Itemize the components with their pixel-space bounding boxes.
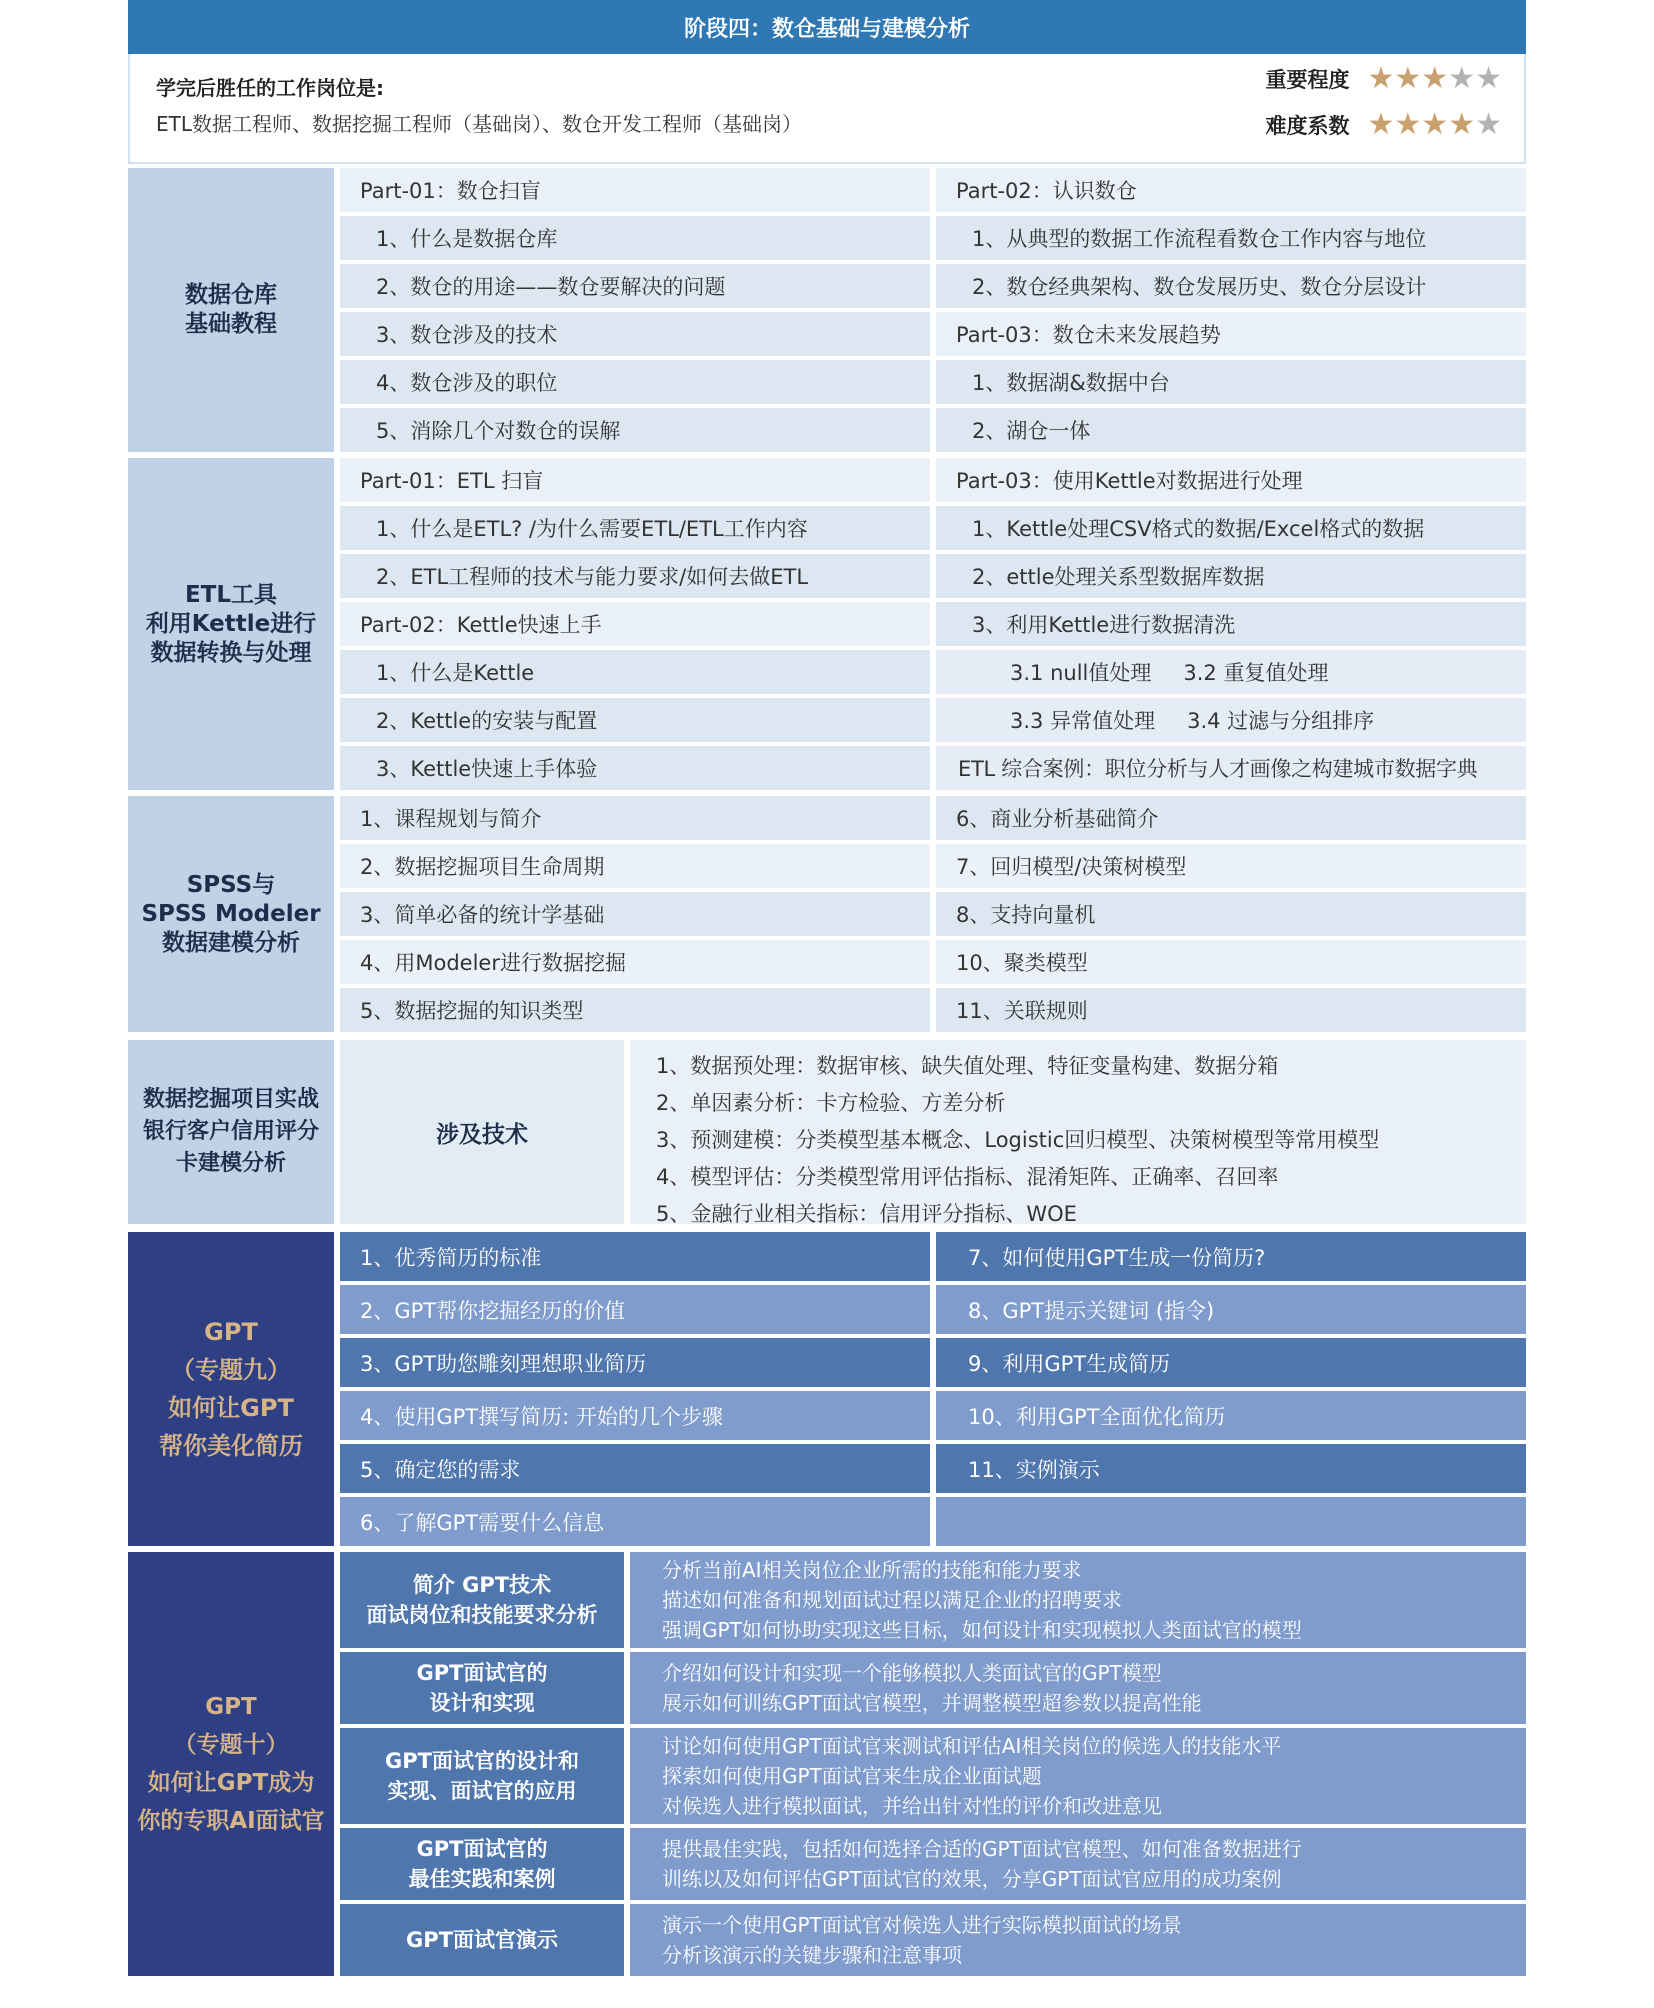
list-item: 1、Kettle处理CSV格式的数据/Excel格式的数据 <box>936 506 1526 550</box>
difficulty-rating <box>1265 107 1502 142</box>
importance-rating <box>1265 61 1502 96</box>
table-row <box>340 1728 1526 1824</box>
list-item: 2、GPT帮你挖掘经历的价值 <box>340 1285 930 1334</box>
sub-item: 3.3 异常值处理 <box>1010 709 1156 733</box>
list-item: 4、模型评估：分类模型常用评估指标、混淆矩阵、正确率、召回率 <box>656 1165 1279 1189</box>
star-icon: ★ <box>1475 107 1502 142</box>
star-icon: ★ <box>1475 61 1502 96</box>
list-item: 10、聚类模型 <box>936 940 1526 984</box>
empty-cell <box>936 1497 1526 1546</box>
list-item: 3、Kettle快速上手体验 <box>340 746 930 790</box>
list-item: 7、回归模型/决策树模型 <box>936 844 1526 888</box>
job-label: 学完后胜任的工作岗位是: <box>156 76 384 100</box>
list-item: 1、什么是ETL? /为什么需要ETL/ETL工作内容 <box>340 506 930 550</box>
list-item: 2、ETL工程师的技术与能力要求/如何去做ETL <box>340 554 930 598</box>
row-content: 讨论如何使用GPT面试官来测试和评估AI相关岗位的候选人的技能水平 探索如何使用GPT面试官来生成企业面试题 对候选人进行模拟面试，并给出针对性的评价和改进意见 <box>630 1728 1526 1824</box>
star-icon: ★ <box>1448 61 1476 96</box>
section-title-gpt10: GPT （专题十） 如何让GPT成为 你的专职AI面试官 <box>128 1552 334 1976</box>
row-heading: 简介 GPT技术 面试岗位和技能要求分析 <box>340 1552 624 1648</box>
row-content: 提供最佳实践，包括如何选择合适的GPT面试官模型、如何准备数据进行 训练以及如何评估GPT面试官的效果，分享GPT面试官应用的成功案例 <box>630 1828 1526 1900</box>
list-item: 1、从典型的数据工作流程看数仓工作内容与地位 <box>936 216 1526 260</box>
list-item: 1、优秀简历的标准 <box>340 1232 930 1281</box>
section-title-gpt9: GPT （专题九） 如何让GPT 帮你美化简历 <box>128 1232 334 1546</box>
table-row <box>340 1652 1526 1724</box>
list-item: 8、支持向量机 <box>936 892 1526 936</box>
list-item: 1、数据湖&数据中台 <box>936 360 1526 404</box>
section-data-mining <box>128 1040 1526 1224</box>
list-item: 3、预测建模：分类模型基本概念、Logistic回归模型、决策树模型等常用模型 <box>656 1128 1380 1152</box>
list-item: 2、数仓经典架构、数仓发展历史、数仓分层设计 <box>936 264 1526 308</box>
list-item: 11、实例演示 <box>936 1444 1526 1493</box>
dw-part1: Part-01：数仓扫盲 <box>340 168 930 212</box>
stage-header <box>128 54 1526 164</box>
difficulty-stars <box>1367 107 1502 142</box>
etl-part2: Part-02：Kettle快速上手 <box>340 602 930 646</box>
row-content: 演示一个使用GPT面试官对候选人进行实际模拟面试的场景 分析该演示的关键步骤和注意事项 <box>630 1904 1526 1976</box>
list-item: 5、消除几个对数仓的误解 <box>340 408 930 452</box>
list-item: 6、商业分析基础简介 <box>936 796 1526 840</box>
list-item: 8、GPT提示关键词 (指令) <box>936 1285 1526 1334</box>
etl-case: ETL 综合案例：职位分析与人才画像之构建城市数据字典 <box>936 746 1526 790</box>
row-heading: GPT面试官的设计和 实现、面试官的应用 <box>340 1728 624 1824</box>
curriculum-page <box>128 0 1526 1976</box>
list-item: 2、数据挖掘项目生命周期 <box>340 844 930 888</box>
list-item: 11、关联规则 <box>936 988 1526 1032</box>
list-item: 1、什么是数据仓库 <box>340 216 930 260</box>
section-spss <box>128 796 1526 1032</box>
list-item: 1、数据预处理：数据审核、缺失值处理、特征变量构建、数据分箱 <box>656 1054 1279 1078</box>
etl-subitems-row <box>936 698 1526 742</box>
star-icon: ★ <box>1394 107 1422 142</box>
list-item: 3、利用Kettle进行数据清洗 <box>936 602 1526 646</box>
list-item: 6、了解GPT需要什么信息 <box>340 1497 930 1546</box>
list-item: 5、确定您的需求 <box>340 1444 930 1493</box>
list-item: 2、湖仓一体 <box>936 408 1526 452</box>
section-gpt-topic-10 <box>128 1552 1526 1976</box>
section-title-spss: SPSS与 SPSS Modeler 数据建模分析 <box>128 796 334 1032</box>
dw-part3: Part-03：数仓未来发展趋势 <box>936 312 1526 356</box>
list-item: 10、利用GPT全面优化简历 <box>936 1391 1526 1440</box>
etl-subitems-row <box>936 650 1526 694</box>
star-icon: ★ <box>1421 107 1449 142</box>
list-item: 3、数仓涉及的技术 <box>340 312 930 356</box>
list-item: 2、ettle处理关系型数据库数据 <box>936 554 1526 598</box>
mining-tech-label: 涉及技术 <box>340 1040 624 1224</box>
star-icon: ★ <box>1421 61 1449 96</box>
mining-tech-list <box>630 1040 1526 1224</box>
sub-item: 3.2 重复值处理 <box>1183 661 1329 685</box>
dw-part2: Part-02：认识数仓 <box>936 168 1526 212</box>
row-heading: GPT面试官演示 <box>340 1904 624 1976</box>
list-item: 2、Kettle的安装与配置 <box>340 698 930 742</box>
row-heading: GPT面试官的 最佳实践和案例 <box>340 1828 624 1900</box>
stage-title: 阶段四：数仓基础与建模分析 <box>128 0 1526 54</box>
list-item: 1、课程规划与简介 <box>340 796 930 840</box>
job-value: ETL数据工程师、数据挖掘工程师（基础岗）、数仓开发工程师（基础岗） <box>156 112 802 136</box>
table-row <box>340 1552 1526 1648</box>
star-icon: ★ <box>1367 107 1395 142</box>
difficulty-label: 难度系数 <box>1265 114 1350 138</box>
row-heading: GPT面试官的 设计和实现 <box>340 1652 624 1724</box>
etl-part1: Part-01：ETL 扫盲 <box>340 458 930 502</box>
importance-label: 重要程度 <box>1265 68 1350 92</box>
etl-part3: Part-03：使用Kettle对数据进行处理 <box>936 458 1526 502</box>
section-title-etl: ETL工具 利用Kettle进行 数据转换与处理 <box>128 458 334 790</box>
list-item: 4、数仓涉及的职位 <box>340 360 930 404</box>
importance-stars <box>1367 61 1502 96</box>
section-title-mining: 数据挖掘项目实战 银行客户信用评分 卡建模分析 <box>128 1040 334 1224</box>
table-row <box>340 1828 1526 1900</box>
sub-item: 3.1 null值处理 <box>1010 661 1152 685</box>
list-item: 2、数仓的用途——数仓要解决的问题 <box>340 264 930 308</box>
list-item: 4、用Modeler进行数据挖掘 <box>340 940 930 984</box>
section-gpt-topic-9 <box>128 1232 1526 1546</box>
list-item: 4、使用GPT撰写简历: 开始的几个步骤 <box>340 1391 930 1440</box>
star-icon: ★ <box>1448 107 1476 142</box>
table-row <box>340 1904 1526 1976</box>
list-item: 2、单因素分析：卡方检验、方差分析 <box>656 1091 1006 1115</box>
row-content: 分析当前AI相关岗位企业所需的技能和能力要求 描述如何准备和规划面试过程以满足企业的招聘要求 强调GPT如何协助实现这些目标，如何设计和实现模拟人类面试官的模型 <box>630 1552 1526 1648</box>
list-item: 5、数据挖掘的知识类型 <box>340 988 930 1032</box>
sub-item: 3.4 过滤与分组排序 <box>1187 709 1375 733</box>
section-title-dw: 数据仓库 基础教程 <box>128 168 334 452</box>
list-item: 1、什么是Kettle <box>340 650 930 694</box>
list-item: 7、如何使用GPT生成一份简历? <box>936 1232 1526 1281</box>
list-item: 3、GPT助您雕刻理想职业简历 <box>340 1338 930 1387</box>
list-item: 9、利用GPT生成简历 <box>936 1338 1526 1387</box>
star-icon: ★ <box>1367 61 1395 96</box>
section-data-warehouse <box>128 168 1526 452</box>
list-item: 5、金融行业相关指标：信用评分指标、WOE <box>656 1202 1077 1226</box>
list-item: 3、简单必备的统计学基础 <box>340 892 930 936</box>
section-etl <box>128 458 1526 790</box>
star-icon: ★ <box>1394 61 1422 96</box>
row-content: 介绍如何设计和实现一个能够模拟人类面试官的GPT模型 展示如何训练GPT面试官模型，并调整模型超参数以提高性能 <box>630 1652 1526 1724</box>
